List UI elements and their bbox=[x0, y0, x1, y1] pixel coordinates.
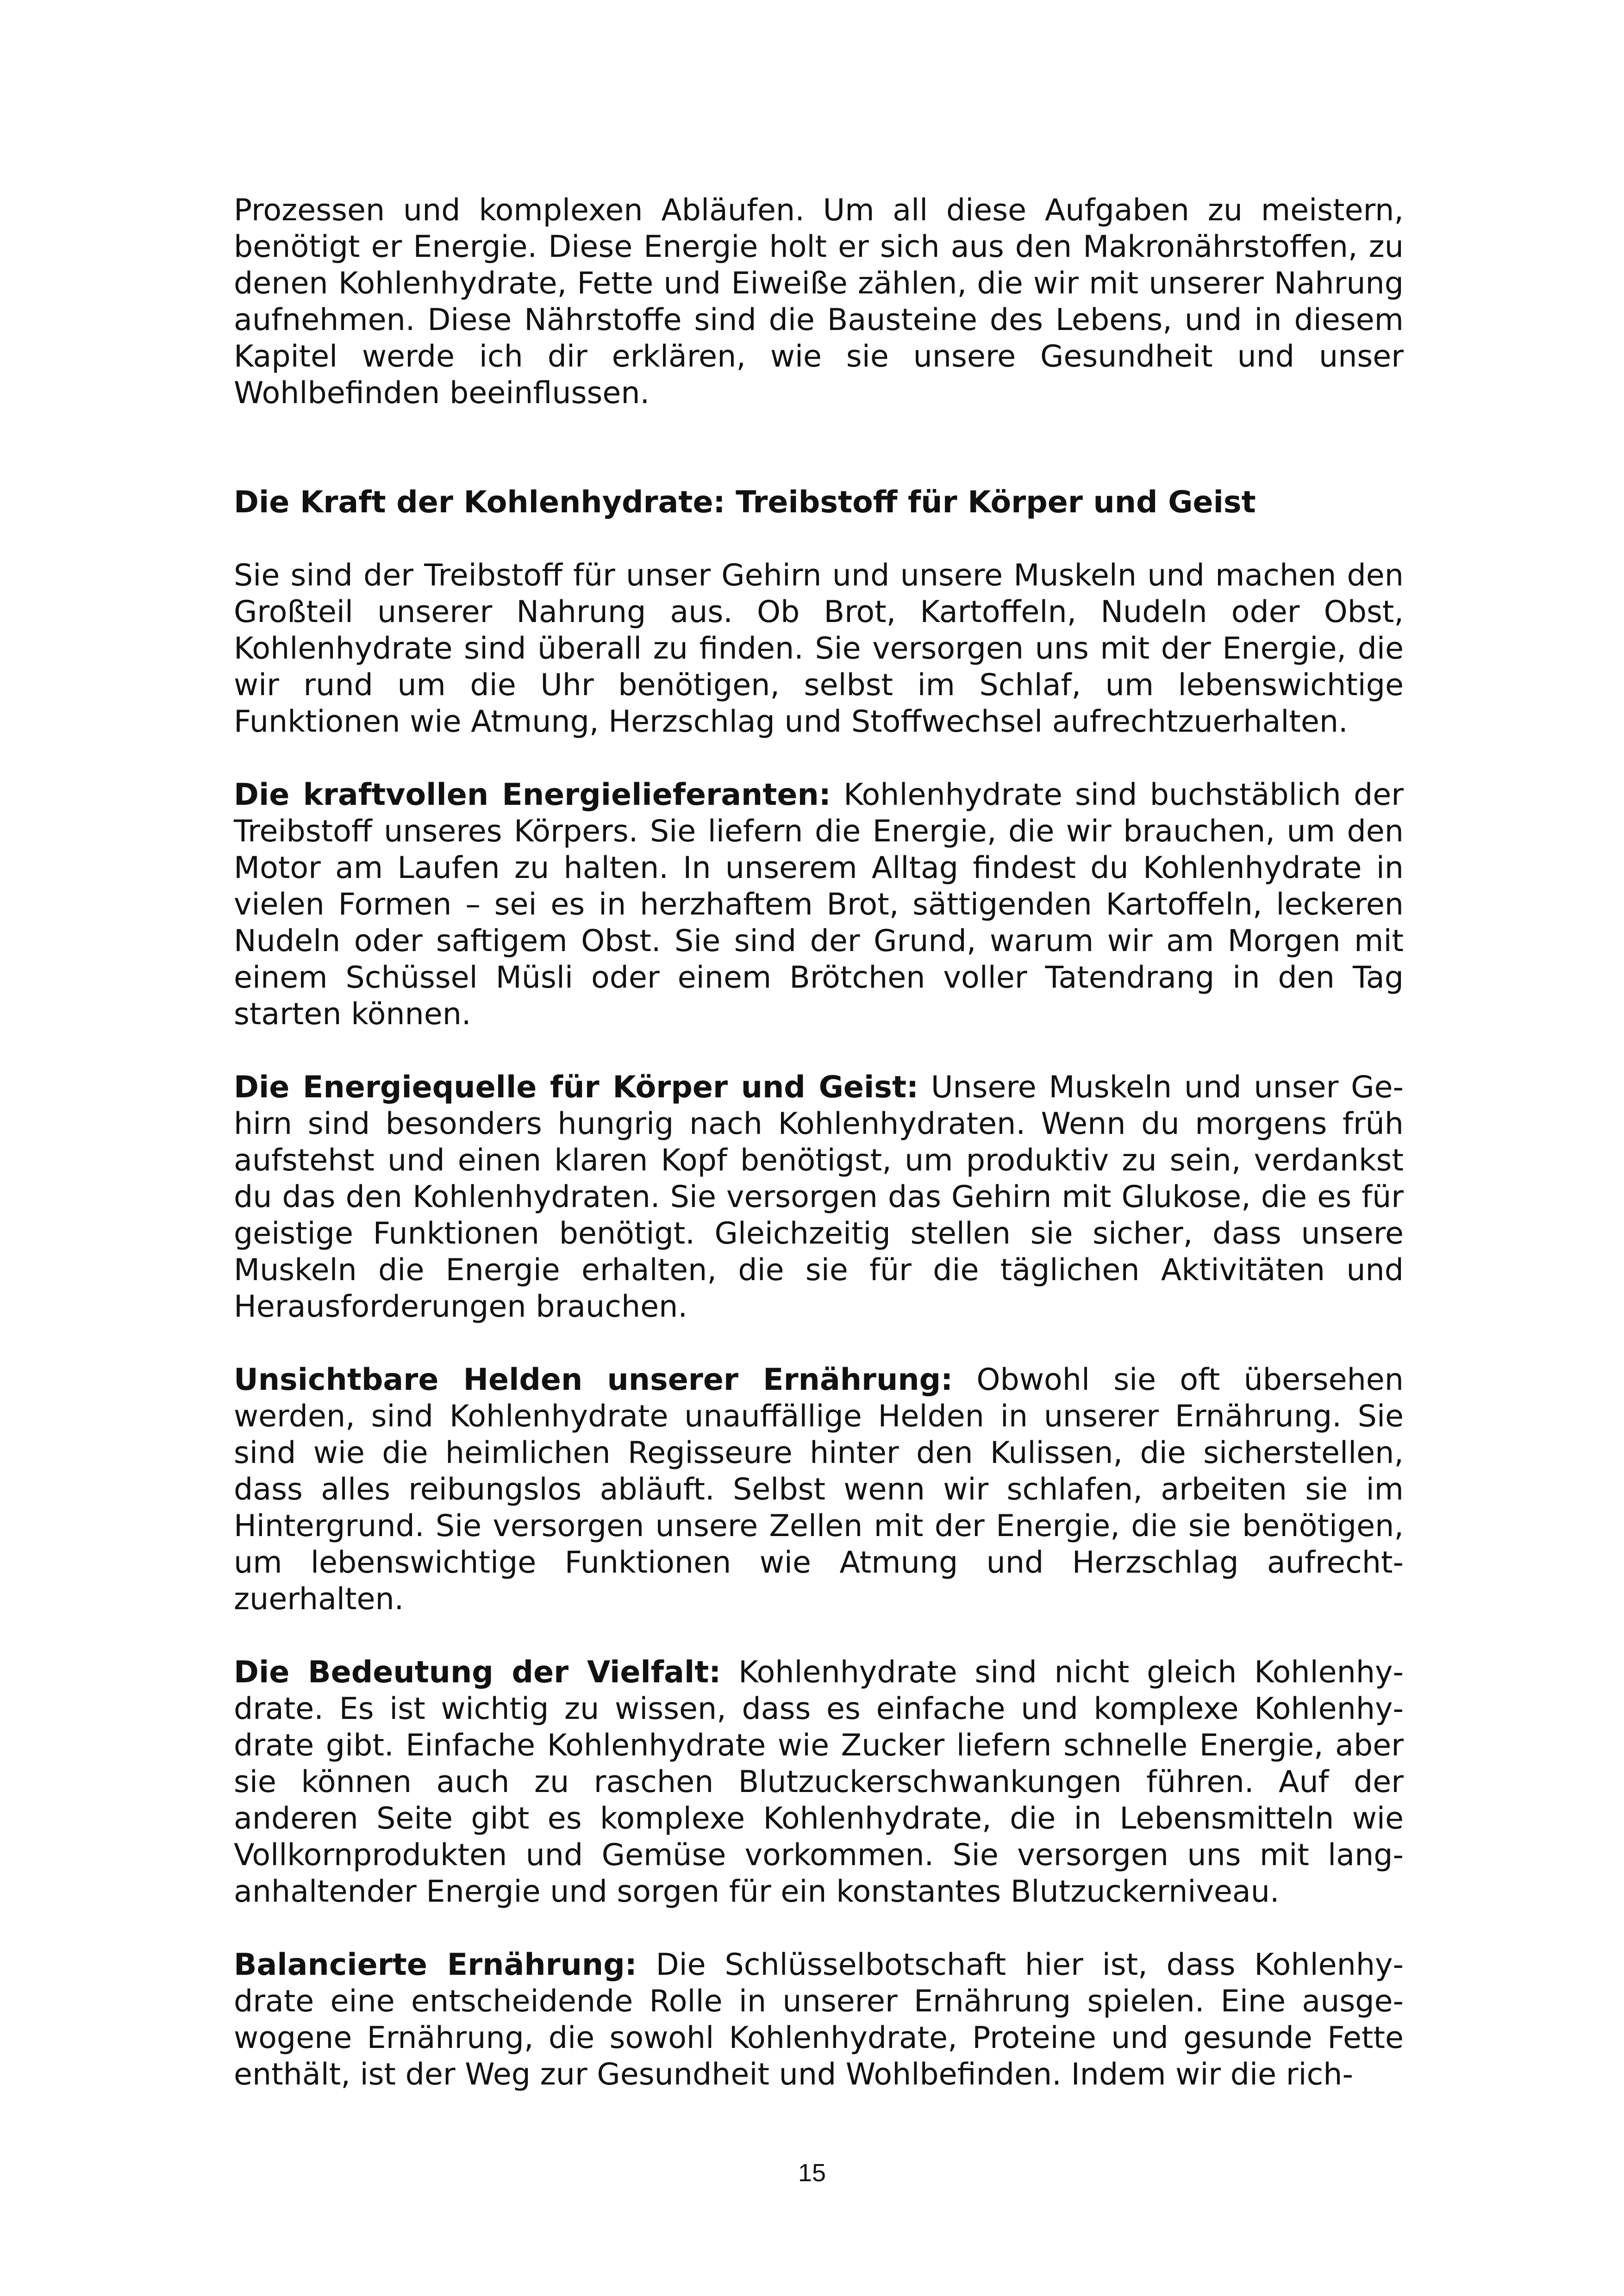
paragraph-text: Die Schlüsselbotschaft hier ist, dass Kohlenhydrate eine entscheidende Rolle in unserer Ernährung spielen. Eine ausgewogene Ernährung, die sowohl Kohlenhydrate, Proteine und gesunde Fette enthält, ist der Weg zur Gesundheit und Wohlbefinden. Indem wir die rich- bbox=[234, 1948, 1404, 2092]
paragraph-spacer bbox=[234, 1033, 1404, 1069]
paragraph-text: Kohlenhydrate sind buchstäblich der Treibstoff unseres Körpers. Sie liefern die Energie, die wir brauchen, um den Motor am Laufen zu halten. In unserem Alltag findest du Kohlenhydrate in vielen Formen – sei es in herzhaftem Brot, sättigenden Kartoffeln, leckeren Nudeln oder saftigem Obst. Sie sind der Grund, warum wir am Morgen mit einem Schüssel Müsli oder einem Brötchen voller Tatendrang in den Tag starten können. bbox=[234, 778, 1404, 1032]
section-heading: Die Kraft der Kohlenhydrate: Treibstoff für Körper und Geist bbox=[234, 485, 1256, 520]
page-number: 15 bbox=[798, 2159, 826, 2187]
paragraph-text: Unsere Muskeln und unser Gehirn sind besonders hungrig nach Kohlenhydraten. Wenn du morgens früh aufstehst und einen klaren Kopf benötigst, um produktiv zu sein, verdankst du das den Kohlenhydraten. Sie versorgen das Gehirn mit Glukose, die es für geistige Funktionen benötigt. Gleichzeitig stellen sie sicher, dass unsere Muskeln die Energie erhalten, die sie für die täglichen Aktivitäten und Herausforderungen brauchen. bbox=[234, 1070, 1404, 1324]
paragraph-lead: Balancierte Ernährung: bbox=[234, 1948, 637, 1982]
paragraph-lead: Die Bedeutung der Vielfalt: bbox=[234, 1655, 721, 1690]
paragraph-spacer bbox=[234, 740, 1404, 777]
paragraph-lead: Unsichtbare Helden unserer Ernährung: bbox=[234, 1363, 953, 1397]
paragraph-helden bbox=[234, 1362, 1404, 1618]
paragraph-spacer bbox=[234, 1325, 1404, 1362]
heading-spacer bbox=[234, 521, 1404, 557]
paragraph-lead: Die kraftvollen Energielieferanten: bbox=[234, 778, 831, 812]
paragraph-spacer bbox=[234, 1910, 1404, 1947]
page-body bbox=[234, 192, 1404, 2093]
paragraph-energiequelle bbox=[234, 1069, 1404, 1325]
paragraph-balancierte-ernaehrung bbox=[234, 1947, 1404, 2093]
section-intro-paragraph: Sie sind der Treibstoff für unser Gehirn und unsere Muskeln und machen den Großteil unserer Nahrung aus. Ob Brot, Kartoffeln, Nudeln oder Obst, Kohlenhydrate sind überall zu finden. Sie versorgen uns mit der Energie, die wir rund um die Uhr benötigen, selbst im Schlaf, um lebenswichtige Funktionen wie Atmung, Herzschlag und Stoffwechsel aufrechtzuerhalten. bbox=[234, 558, 1404, 739]
section-spacer bbox=[234, 411, 1404, 484]
paragraph-lead: Die Energiequelle für Körper und Geist: bbox=[234, 1070, 919, 1105]
paragraph-vielfalt bbox=[234, 1654, 1404, 1910]
paragraph-spacer bbox=[234, 1618, 1404, 1654]
paragraph-text: Kohlenhydrate sind nicht gleich Kohlenhydrate. Es ist wichtig zu wissen, dass es einfache und komplexe Kohlenhydrate gibt. Einfache Kohlenhydrate wie Zucker liefern schnelle Energie, aber sie können auch zu raschen Blutzuckerschwankungen führen. Auf der anderen Seite gibt es komplexe Kohlenhydrate, die in Lebensmitteln wie Vollkornprodukten und Gemüse vorkommen. Sie versorgen uns mit langanhaltender Energie und sorgen für ein konstantes Blutzuckerniveau. bbox=[234, 1655, 1404, 1909]
intro-paragraph: Prozessen und komplexen Abläufen. Um all diese Aufgaben zu meistern, benötigt er Energie. Diese Energie holt er sich aus den Makronährstoffen, zu denen Kohlenhydrate, Fette und Eiweiße zählen, die wir mit unserer Nahrung aufnehmen. Diese Nährstoffe sind die Bausteine des Lebens, und in diesem Kapitel werde ich dir erklären, wie sie unsere Gesundheit und unser Wohlbefinden beeinflussen. bbox=[234, 193, 1404, 411]
paragraph-text: Obwohl sie oft übersehen werden, sind Kohlenhydrate unauffällige Helden in unserer Ernährung. Sie sind wie die heimlichen Regisseure hinter den Kulissen, die sicherstellen, dass alles reibungslos abläuft. Selbst wenn wir schlafen, arbeiten sie im Hintergrund. Sie versorgen unsere Zellen mit der Energie, die sie benötigen, um lebenswichtige Funktionen wie Atmung und Herzschlag aufrechtzuerhalten. bbox=[234, 1363, 1404, 1617]
paragraph-energielieferanten bbox=[234, 777, 1404, 1033]
